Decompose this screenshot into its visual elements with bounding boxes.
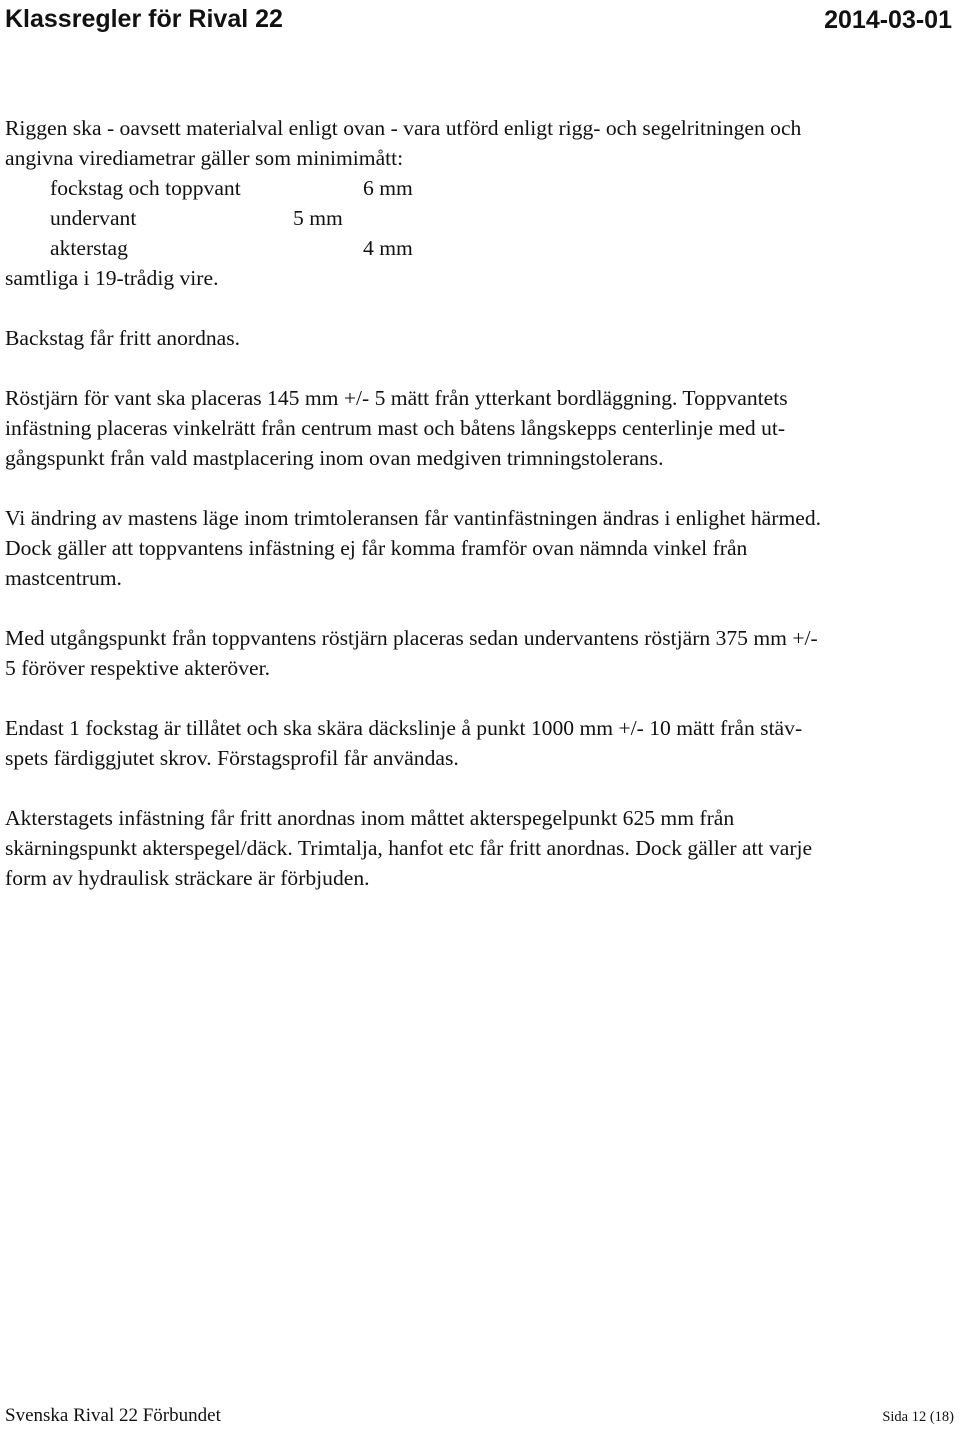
paragraph-line: Röstjärn för vant ska placeras 145 mm +/- 5 mätt från ytterkant bordläggning. Toppvantets: [5, 386, 788, 410]
paragraph-line: Endast 1 fockstag är tillåtet och ska skära däckslinje å punkt 1000 mm +/- 10 mätt från stäv-: [5, 716, 803, 740]
wire-spec-value: 4 mm: [363, 236, 413, 260]
wire-spec-row: [5, 173, 950, 203]
footer-organization: Svenska Rival 22 Förbundet: [5, 1405, 221, 1426]
backstay-paragraph: [5, 323, 950, 353]
wire-spec-name: undervant: [50, 206, 137, 230]
chainplate-paragraph: [5, 383, 950, 473]
paragraph-line: spets färdiggjutet skrov. Förstagsprofil får användas.: [5, 746, 459, 770]
paragraph-line: Backstag får fritt anordnas.: [5, 326, 241, 350]
wire-spec-row: [5, 203, 950, 233]
paragraph-line: gångspunkt från vald mastplacering inom ovan medgiven trimningstolerans.: [5, 446, 664, 470]
paragraph-line: Vi ändring av mastens läge inom trimtoleransen får vantinfästningen ändras i enlighet härmed.: [5, 506, 822, 530]
wire-spec-row: [5, 233, 950, 263]
paragraph-line: skärningspunkt akterspegel/däck. Trimtalja, hanfot etc får fritt anordnas. Dock gäller att varje: [5, 836, 813, 860]
paragraph-line: form av hydraulisk sträckare är förbjuden.: [5, 866, 370, 890]
backstay-attachment-paragraph: [5, 803, 950, 893]
wire-spec-value: 6 mm: [363, 176, 413, 200]
wire-spec-name: akterstag: [50, 236, 128, 260]
page-header: [5, 0, 952, 38]
paragraph-line: Akterstagets infästning får fritt anordnas inom måttet akterspegelpunkt 625 mm från: [5, 806, 735, 830]
forestay-paragraph: [5, 713, 950, 773]
rigging-intro-line: angivna virediametrar gäller som minimimått:: [5, 146, 404, 170]
wire-note: samtliga i 19-trådig vire.: [5, 266, 219, 290]
document-title: Klassregler för Rival 22: [5, 4, 283, 33]
rigging-intro-line: Riggen ska - oavsett materialval enligt ovan - vara utförd enligt rigg- och segelritningen och: [5, 116, 802, 140]
document-body: [5, 113, 950, 893]
wire-spec-name: fockstag och toppvant: [50, 176, 241, 200]
paragraph-line: 5 föröver respektive akteröver.: [5, 656, 271, 680]
page-footer: [5, 1405, 954, 1431]
mast-position-paragraph: [5, 503, 950, 593]
wire-spec-value: 5 mm: [293, 206, 343, 230]
lower-shroud-paragraph: [5, 623, 950, 683]
paragraph-line: infästning placeras vinkelrätt från centrum mast och båtens långskepps centerlinje med ut-: [5, 416, 786, 440]
paragraph-line: mastcentrum.: [5, 566, 122, 590]
document-date: 2014-03-01: [824, 5, 952, 34]
paragraph-line: Med utgångspunkt från toppvantens röstjärn placeras sedan undervantens röstjärn 375 mm +/-: [5, 626, 818, 650]
paragraph-line: Dock gäller att toppvantens infästning ej får komma framför ovan nämnda vinkel från: [5, 536, 748, 560]
page-number: Sida 12 (18): [882, 1409, 954, 1425]
